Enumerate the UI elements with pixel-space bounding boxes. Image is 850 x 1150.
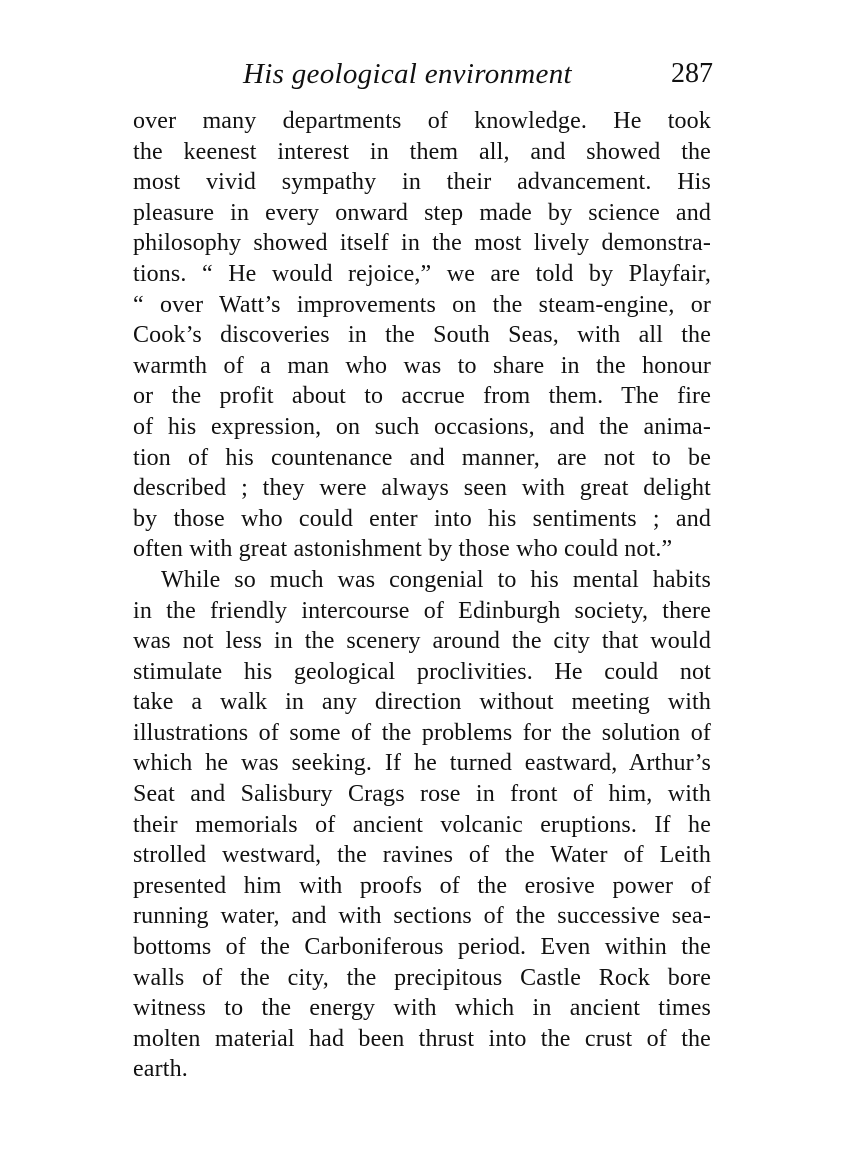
text-line: earth. (133, 1056, 188, 1083)
text-line: which he was seeking. If he turned eastward, Arthur’s (133, 750, 711, 777)
text-line: or the profit about to accrue from them. The fire (133, 383, 711, 410)
text-line: pleasure in every onward step made by science and (133, 199, 711, 226)
page-number: 287 (671, 58, 713, 89)
text-line: their memorials of ancient volcanic eruptions. If he (133, 811, 711, 838)
text-line: in the friendly intercourse of Edinburgh society, there (133, 597, 711, 624)
text-line: take a walk in any direction without meeting with (133, 689, 711, 716)
text-line: presented him with proofs of the erosive power of (133, 872, 711, 899)
text-line: Cook’s discoveries in the South Seas, with all the (133, 322, 711, 349)
text-line: illustrations of some of the problems for the solution of (133, 719, 711, 746)
text-line: strolled westward, the ravines of the Water of Leith (133, 842, 711, 869)
running-head (133, 58, 713, 98)
text-line: tion of his countenance and manner, are not to be (133, 444, 711, 471)
text-line: bottoms of the Carboniferous period. Even within the (133, 934, 711, 961)
text-line: warmth of a man who was to share in the honour (133, 352, 711, 379)
body-text (133, 106, 711, 1085)
text-line: stimulate his geological proclivities. He could not (133, 658, 711, 685)
text-line: running water, and with sections of the successive sea- (133, 903, 711, 930)
text-line: “ over Watt’s improvements on the steam-engine, or (133, 291, 711, 318)
text-line: Seat and Salisbury Crags rose in front of him, with (133, 781, 711, 808)
text-line: described ; they were always seen with great delight (133, 475, 711, 502)
text-line: molten material had been thrust into the crust of the (133, 1025, 711, 1052)
text-line: was not less in the scenery around the city that would (133, 628, 711, 655)
running-title: His geological environment (243, 58, 572, 90)
text-line: of his expression, on such occasions, and the anima- (133, 413, 711, 440)
text-line: the keenest interest in them all, and showed the (133, 138, 711, 165)
text-line: most vivid sympathy in their advancement. His (133, 169, 711, 196)
text-line: tions. “ He would rejoice,” we are told by Playfair, (133, 260, 711, 287)
text-line: walls of the city, the precipitous Castle Rock bore (133, 964, 711, 991)
text-line: over many departments of knowledge. He took (133, 108, 711, 134)
text-line: While so much was congenial to his mental habits (161, 566, 711, 593)
text-line: often with great astonishment by those who could not.” (133, 536, 673, 563)
text-line: philosophy showed itself in the most lively demonstra- (133, 230, 711, 257)
text-line: witness to the energy with which in ancient times (133, 995, 711, 1022)
text-line: by those who could enter into his sentiments ; and (133, 505, 711, 532)
